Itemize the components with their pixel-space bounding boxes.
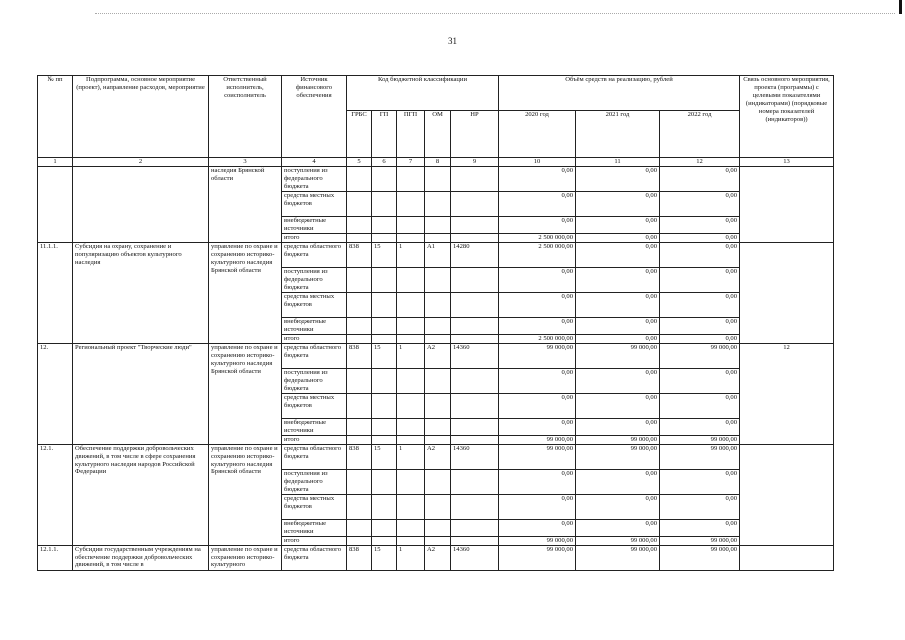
budget-table: [37, 75, 834, 571]
row-amount-2022: 0,00: [660, 519, 740, 536]
row-amount-2021: 99 000,00: [576, 545, 660, 570]
row-program: Обеспечение поддержки добровольческих движений, в том числе в сфере сохранения культурного наследия народов Российской Федерации: [73, 444, 209, 545]
header-source: Источник финансового обеспечения: [282, 76, 347, 158]
row-amount-2021: 0,00: [576, 167, 660, 192]
row-pgp: [397, 536, 425, 545]
row-grbs: [347, 494, 372, 519]
row-responsible: управление по охране и сохранению историко-культурного наследия Брянской области: [209, 343, 282, 444]
row-source: итого: [282, 334, 347, 343]
row-grbs: [347, 167, 372, 192]
row-amount-2022: 0,00: [660, 267, 740, 292]
row-number: 12.: [38, 343, 73, 444]
row-gp: [372, 292, 397, 317]
row-grbs: [347, 435, 372, 444]
row-source: внебюджетные источники: [282, 519, 347, 536]
row-responsible: наследия Брянской области: [209, 167, 282, 243]
scan-edge-mark: [899, 0, 902, 14]
row-amount-2020: 99 000,00: [499, 545, 576, 570]
row-nr: [451, 519, 499, 536]
row-grbs: [347, 334, 372, 343]
row-pgp: [397, 217, 425, 234]
row-gp: 15: [372, 444, 397, 469]
row-program: Субсидии государственным учреждениям на обеспечение поддержки добровольческих движений, в том числе в: [73, 545, 209, 570]
row-gp: [372, 435, 397, 444]
table-row: [38, 444, 834, 469]
row-amount-2020: 99 000,00: [499, 536, 576, 545]
row-gp: [372, 334, 397, 343]
row-amount-2021: 0,00: [576, 519, 660, 536]
header-grbs: ГРБС: [347, 111, 372, 158]
row-amount-2021: 0,00: [576, 418, 660, 435]
row-source: итого: [282, 435, 347, 444]
header-link: Связь основного мероприятия, проекта (программы) с целевыми показателями (индикаторами) (порядковые номера показателей (индикаторов)): [740, 76, 834, 158]
row-gp: [372, 217, 397, 234]
row-amount-2021: 0,00: [576, 393, 660, 418]
header-2020: 2020 год: [499, 111, 576, 158]
row-gp: [372, 393, 397, 418]
column-number: 3: [209, 158, 282, 167]
row-amount-2022: 0,00: [660, 368, 740, 393]
row-grbs: [347, 536, 372, 545]
row-nr: [451, 494, 499, 519]
row-amount-2022: 0,00: [660, 217, 740, 234]
column-number: 11: [576, 158, 660, 167]
row-amount-2020: 0,00: [499, 217, 576, 234]
row-amount-2021: 0,00: [576, 217, 660, 234]
row-grbs: [347, 368, 372, 393]
row-nr: [451, 418, 499, 435]
row-grbs: [347, 317, 372, 334]
row-pgp: [397, 418, 425, 435]
row-nr: [451, 435, 499, 444]
row-pgp: [397, 494, 425, 519]
row-gp: 15: [372, 242, 397, 267]
row-nr: [451, 334, 499, 343]
row-nr: [451, 167, 499, 192]
row-number: [38, 167, 73, 243]
row-source: средства местных бюджетов: [282, 393, 347, 418]
row-pgp: [397, 317, 425, 334]
row-source: внебюджетные источники: [282, 418, 347, 435]
row-source: средства местных бюджетов: [282, 494, 347, 519]
column-number-row: [38, 158, 834, 167]
row-amount-2020: 0,00: [499, 469, 576, 494]
row-amount-2022: 0,00: [660, 234, 740, 243]
column-number: 9: [451, 158, 499, 167]
row-amount-2022: 99 000,00: [660, 545, 740, 570]
row-gp: [372, 519, 397, 536]
header-gp: ГП: [372, 111, 397, 158]
row-indicator-link: 12: [740, 343, 834, 444]
row-source: средства областного бюджета: [282, 444, 347, 469]
column-number: 10: [499, 158, 576, 167]
row-pgp: [397, 167, 425, 192]
row-om: [425, 267, 451, 292]
row-amount-2020: 99 000,00: [499, 444, 576, 469]
column-number: 4: [282, 158, 347, 167]
row-amount-2021: 99 000,00: [576, 435, 660, 444]
row-pgp: [397, 393, 425, 418]
row-nr: 14360: [451, 343, 499, 368]
row-amount-2021: 0,00: [576, 292, 660, 317]
row-amount-2021: 0,00: [576, 267, 660, 292]
row-nr: [451, 217, 499, 234]
row-amount-2020: 0,00: [499, 519, 576, 536]
row-number: 11.1.1.: [38, 242, 73, 343]
page-number: 31: [448, 36, 457, 46]
row-pgp: 1: [397, 343, 425, 368]
row-amount-2020: 0,00: [499, 317, 576, 334]
row-gp: [372, 368, 397, 393]
row-gp: [372, 317, 397, 334]
row-amount-2022: 0,00: [660, 418, 740, 435]
row-indicator-link: [740, 167, 834, 243]
row-om: А2: [425, 545, 451, 570]
column-number: 2: [73, 158, 209, 167]
row-om: А2: [425, 343, 451, 368]
row-gp: [372, 418, 397, 435]
row-amount-2022: 0,00: [660, 494, 740, 519]
row-amount-2020: 0,00: [499, 393, 576, 418]
row-amount-2020: 2 500 000,00: [499, 334, 576, 343]
row-source: средства областного бюджета: [282, 545, 347, 570]
row-grbs: 838: [347, 343, 372, 368]
row-amount-2022: 0,00: [660, 242, 740, 267]
row-pgp: 1: [397, 545, 425, 570]
row-grbs: [347, 217, 372, 234]
row-gp: [372, 536, 397, 545]
header-pgp: ПГП: [397, 111, 425, 158]
row-grbs: [347, 267, 372, 292]
row-om: [425, 192, 451, 217]
row-pgp: [397, 519, 425, 536]
header-om: ОМ: [425, 111, 451, 158]
row-amount-2021: 99 000,00: [576, 536, 660, 545]
row-pgp: [397, 469, 425, 494]
row-grbs: [347, 292, 372, 317]
column-number: 1: [38, 158, 73, 167]
column-number: 12: [660, 158, 740, 167]
row-om: [425, 334, 451, 343]
row-amount-2022: 99 000,00: [660, 536, 740, 545]
column-number: 8: [425, 158, 451, 167]
row-grbs: [347, 192, 372, 217]
row-grbs: [347, 234, 372, 243]
table-row: [38, 545, 834, 570]
row-pgp: [397, 192, 425, 217]
row-amount-2020: 2 500 000,00: [499, 234, 576, 243]
row-number: 12.1.: [38, 444, 73, 545]
row-amount-2021: 99 000,00: [576, 444, 660, 469]
row-amount-2020: 99 000,00: [499, 343, 576, 368]
row-grbs: 838: [347, 444, 372, 469]
row-nr: [451, 393, 499, 418]
row-grbs: 838: [347, 545, 372, 570]
row-amount-2022: 0,00: [660, 192, 740, 217]
header-responsible: Ответственный исполнитель, соисполнитель: [209, 76, 282, 158]
header-bcc: Код бюджетной классификации: [347, 76, 499, 111]
row-pgp: [397, 267, 425, 292]
row-nr: [451, 267, 499, 292]
row-source: внебюджетные источники: [282, 217, 347, 234]
row-amount-2021: 0,00: [576, 469, 660, 494]
row-pgp: [397, 334, 425, 343]
row-om: [425, 418, 451, 435]
row-grbs: [347, 519, 372, 536]
row-gp: [372, 234, 397, 243]
row-pgp: 1: [397, 242, 425, 267]
header-2021: 2021 год: [576, 111, 660, 158]
row-gp: [372, 192, 397, 217]
row-amount-2021: 0,00: [576, 317, 660, 334]
column-number: 13: [740, 158, 834, 167]
row-amount-2022: 0,00: [660, 317, 740, 334]
row-amount-2020: 0,00: [499, 418, 576, 435]
row-pgp: [397, 435, 425, 444]
row-nr: [451, 317, 499, 334]
row-pgp: [397, 368, 425, 393]
row-grbs: [347, 469, 372, 494]
row-amount-2021: 0,00: [576, 368, 660, 393]
row-source: внебюджетные источники: [282, 317, 347, 334]
table-row: [38, 167, 834, 192]
table-body: [38, 167, 834, 571]
row-amount-2021: 0,00: [576, 234, 660, 243]
row-amount-2022: 99 000,00: [660, 444, 740, 469]
row-source: поступления из федерального бюджета: [282, 368, 347, 393]
header-program: Подпрограмма, основное мероприятие (проект), направление расходов, мероприятие: [73, 76, 209, 158]
row-om: [425, 536, 451, 545]
row-om: [425, 469, 451, 494]
row-number: 12.1.1.: [38, 545, 73, 570]
row-nr: 14280: [451, 242, 499, 267]
row-responsible: управление по охране и сохранению историко-культурного: [209, 545, 282, 570]
row-om: А1: [425, 242, 451, 267]
row-nr: [451, 368, 499, 393]
row-gp: [372, 167, 397, 192]
row-source: итого: [282, 536, 347, 545]
row-amount-2020: 99 000,00: [499, 435, 576, 444]
table-row: [38, 343, 834, 368]
table-row: [38, 242, 834, 267]
row-amount-2022: 0,00: [660, 393, 740, 418]
row-responsible: управление по охране и сохранению историко-культурного наследия Брянской области: [209, 444, 282, 545]
row-amount-2020: 0,00: [499, 292, 576, 317]
row-grbs: [347, 393, 372, 418]
row-amount-2020: 0,00: [499, 192, 576, 217]
row-amount-2021: 0,00: [576, 334, 660, 343]
row-gp: [372, 267, 397, 292]
row-om: [425, 234, 451, 243]
row-om: [425, 167, 451, 192]
row-amount-2021: 99 000,00: [576, 343, 660, 368]
row-source: поступления из федерального бюджета: [282, 167, 347, 192]
row-indicator-link: [740, 444, 834, 545]
row-om: [425, 435, 451, 444]
row-source: средства областного бюджета: [282, 242, 347, 267]
row-nr: [451, 469, 499, 494]
row-om: [425, 368, 451, 393]
row-pgp: [397, 292, 425, 317]
row-gp: [372, 469, 397, 494]
row-nr: [451, 536, 499, 545]
row-source: поступления из федерального бюджета: [282, 469, 347, 494]
row-program: Субсидия на охрану, сохранение и популяризацию объектов культурного наследия: [73, 242, 209, 343]
row-amount-2020: 2 500 000,00: [499, 242, 576, 267]
column-number: 5: [347, 158, 372, 167]
row-nr: 14360: [451, 545, 499, 570]
row-amount-2020: 0,00: [499, 167, 576, 192]
row-nr: [451, 292, 499, 317]
header-2022: 2022 год: [660, 111, 740, 158]
row-amount-2022: 0,00: [660, 334, 740, 343]
row-program: Региональный проект "Творческие люди": [73, 343, 209, 444]
row-amount-2022: 99 000,00: [660, 343, 740, 368]
header-volume: Объём средств на реализацию, рублей: [499, 76, 740, 111]
scan-artifact-line: [95, 13, 895, 16]
row-nr: [451, 234, 499, 243]
row-grbs: [347, 418, 372, 435]
header-num: № пп: [38, 76, 73, 158]
row-source: средства местных бюджетов: [282, 192, 347, 217]
row-om: [425, 393, 451, 418]
row-amount-2020: 0,00: [499, 368, 576, 393]
header-nr: НР: [451, 111, 499, 158]
row-amount-2021: 0,00: [576, 494, 660, 519]
row-gp: 15: [372, 545, 397, 570]
row-amount-2020: 0,00: [499, 267, 576, 292]
row-pgp: 1: [397, 444, 425, 469]
row-amount-2022: 0,00: [660, 469, 740, 494]
row-pgp: [397, 234, 425, 243]
row-amount-2020: 0,00: [499, 494, 576, 519]
row-grbs: 838: [347, 242, 372, 267]
row-source: средства областного бюджета: [282, 343, 347, 368]
row-om: [425, 519, 451, 536]
row-om: [425, 494, 451, 519]
row-amount-2022: 0,00: [660, 167, 740, 192]
row-om: [425, 217, 451, 234]
row-gp: 15: [372, 343, 397, 368]
row-om: [425, 317, 451, 334]
row-om: А2: [425, 444, 451, 469]
row-amount-2021: 0,00: [576, 192, 660, 217]
row-amount-2022: 0,00: [660, 292, 740, 317]
row-nr: 14360: [451, 444, 499, 469]
column-number: 7: [397, 158, 425, 167]
row-program: [73, 167, 209, 243]
row-source: средства местных бюджетов: [282, 292, 347, 317]
row-gp: [372, 494, 397, 519]
row-indicator-link: [740, 242, 834, 343]
row-amount-2021: 0,00: [576, 242, 660, 267]
row-amount-2022: 99 000,00: [660, 435, 740, 444]
row-source: итого: [282, 234, 347, 243]
row-om: [425, 292, 451, 317]
row-source: поступления из федерального бюджета: [282, 267, 347, 292]
row-indicator-link: [740, 545, 834, 570]
row-nr: [451, 192, 499, 217]
row-responsible: управление по охране и сохранению историко-культурного наследия Брянской области: [209, 242, 282, 343]
column-number: 6: [372, 158, 397, 167]
